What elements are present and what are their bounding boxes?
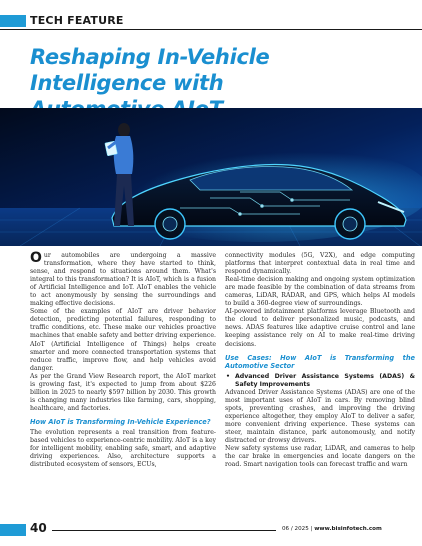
paragraph-text: ur automobiles are undergoing a massive transformation, where they have started to think, sense, and respond to situations around them. What's integral to this transformation? It is AIoT, which is a fusion of Artificial Intelligence and IoT. AIoT enables the vehicle to act anonymously by sensing the surroundings and making effective decisions.	[30, 252, 216, 308]
paragraph: Some of the examples of AIoT are driver behavior detection, predicting potential failures, responding to traffic conditions, etc. These make our vehicles proactive machines that enable safety and better driving experience. AIoT (Artificial Intelligence of Things) helps create smarter and more connected transportation systems that reduce traffic, improve flow, and help vehicles avoid danger.	[30, 308, 216, 372]
paragraph: Real-time decision making and ongoing system optimization are made feasible by the combination of data streams from cameras, LiDAR, RADAR, and GPS, which helps AI models to build a 360-degree view of surroundings.	[225, 276, 415, 308]
paragraph: connectivity modules (5G, V2X), and edge computing platforms that interpret contextual data in real time and respond dynamically.	[225, 252, 415, 276]
bullet-heading	[225, 373, 415, 389]
paragraph: As per the Grand View Research report, the AIoT market is growing fast, it's expected to jump from about $226 billion in 2025 to nearly $597 billion by 2030. This growth is changing many industries like farming, cars, shopping, healthcare, and factories.	[30, 372, 216, 412]
article-column-left	[30, 252, 216, 469]
article-title-line1: Reshaping In-Vehicle Intelligence with	[30, 45, 270, 95]
page-number: 40	[30, 521, 47, 535]
hero-image	[0, 108, 422, 246]
footer-divider	[52, 530, 276, 531]
paragraph: Advanced Driver Assistance Systems (ADAS) are one of the most important uses of AIoT in cars. By removing blind spots, preventing crashes, and improving the driving experience altogether, they employ AIoT to deliver a safer, more convenient driving experience. These systems can steer, maintain distance, park autonomously, and notify distracted or drowsy drivers.	[225, 388, 415, 444]
section-divider	[0, 29, 422, 30]
section-tag: TECH FEATURE	[30, 14, 124, 27]
paragraph	[30, 252, 216, 308]
hero-illustration	[0, 108, 422, 246]
article-column-right	[225, 252, 415, 469]
paragraph: New safety systems use radar, LiDAR, and cameras to help the car brake in emergencies and locate dangers on the road. Smart navigation tools can forecast traffic and warn	[225, 444, 415, 468]
paragraph: The evolution represents a real transition from feature-based vehicles to experience-centric mobility. AIoT is a key for intelligent mobility, enabling safe, smart, and adaptive driving experiences. Also, architecture supports a distributed ecosystem of sensors, ECUs,	[30, 428, 216, 469]
section-accent-bar	[0, 15, 26, 27]
section-tag-row	[0, 13, 422, 29]
bullet-heading-text: Advanced Driver Assistance Systems (ADAS) & Safety Improvements	[235, 372, 415, 388]
footer-info	[282, 526, 382, 532]
bullet-marker: •	[226, 372, 230, 380]
section-subheading: Use Cases: How AIoT is Transforming the Automotive Sector	[225, 353, 415, 370]
issue-date: 06 / 2025 |	[282, 526, 315, 532]
footer-accent-bar	[0, 524, 26, 536]
drop-cap: O	[30, 250, 42, 266]
website-link[interactable]: www.bisinfotech.com	[314, 526, 382, 532]
paragraph: AI-powered infotainment platforms leverage Bluetooth and the cloud to deliver personalized music, podcasts, and news. ADAS features like adaptive cruise control and lane keeping assistance rely on AI to make real-time driving decisions.	[225, 308, 415, 348]
section-subheading: How AIoT is Transforming In-Vehicle Experience?	[30, 417, 211, 426]
